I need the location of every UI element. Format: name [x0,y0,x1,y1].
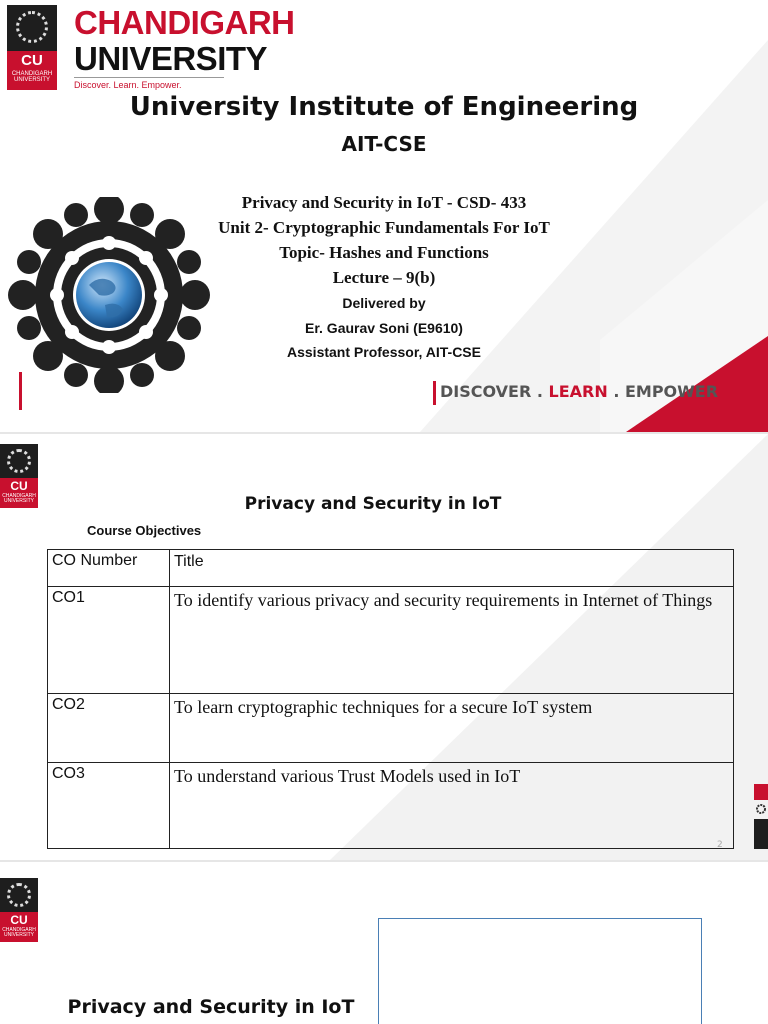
table-row [48,694,734,763]
motto-empower: EMPOWER [624,382,719,401]
co-number-cell: CO1 [48,587,170,694]
course-title: Privacy and Security in IoT - CSD- 433 [241,193,527,212]
lecture-number: Lecture – 9(b) [332,268,436,287]
section-subtitle: Course Objectives [87,523,202,538]
title-slide [0,0,768,432]
course-objectives-table [47,549,734,849]
content-placeholder-box [378,918,702,1024]
accent-bar [19,372,22,410]
instructor-designation: Assistant Professor, AIT-CSE [287,344,481,360]
co-title-cell: To understand various Trust Models used in IoT [170,763,734,849]
university-logo-badge [0,878,38,942]
slide-title: Privacy and Security in IoT [244,494,502,514]
motto-discover: DISCOVER [440,382,532,401]
topic-title: Topic- Hashes and Functions [279,243,489,262]
header-title: Title [170,550,734,587]
badge-abbreviation: CU [10,479,28,493]
table-header-row [48,550,734,587]
motto-accent-bar [433,381,436,405]
motto-separator: . [531,382,549,401]
badge-university-name: CHANDIGARH UNIVERSITY [11,71,53,84]
unit-title: Unit 2- Cryptographic Fundamentals For IoT [218,218,550,237]
header-co-number: CO Number [48,550,170,587]
slide-title: Privacy and Security in IoT [67,996,355,1018]
gear-globe-icon [16,11,48,43]
motto-text [440,382,718,401]
table-row [48,763,734,849]
delivered-by-label: Delivered by [342,295,426,311]
instructor-name: Er. Gaurav Soni (E9610) [305,320,463,336]
co-number-cell: CO2 [48,694,170,763]
badge-abbreviation: CU [21,52,43,69]
badge-abbreviation: CU [10,913,28,927]
course-objectives-slide [0,434,768,860]
badge-university-name: CHANDIGARH UNIVERSITY [2,493,36,505]
department-name: AIT-CSE [341,132,427,156]
co-number-cell: CO3 [48,763,170,849]
institute-name: University Institute of Engineering [129,92,639,122]
badge-university-name: CHANDIGARH UNIVERSITY [2,927,36,939]
table-row [48,587,734,694]
logo-tagline: Discover. Learn. Empower. [74,80,182,90]
third-slide [0,862,768,1024]
motto-separator: . [607,382,625,401]
co-title-cell: To learn cryptographic techniques for a secure IoT system [170,694,734,763]
logo-title-university: UNIVERSITY [74,40,268,77]
page-number: 2 [717,840,723,850]
logo-title-chandigarh: CHANDIGARH [74,4,295,41]
co-title-cell: To identify various privacy and security requirements in Internet of Things [170,587,734,694]
gear-globe-icon [7,883,31,907]
motto-learn: LEARN [548,382,608,401]
gear-globe-icon [7,449,31,473]
university-logo-badge [7,5,57,90]
